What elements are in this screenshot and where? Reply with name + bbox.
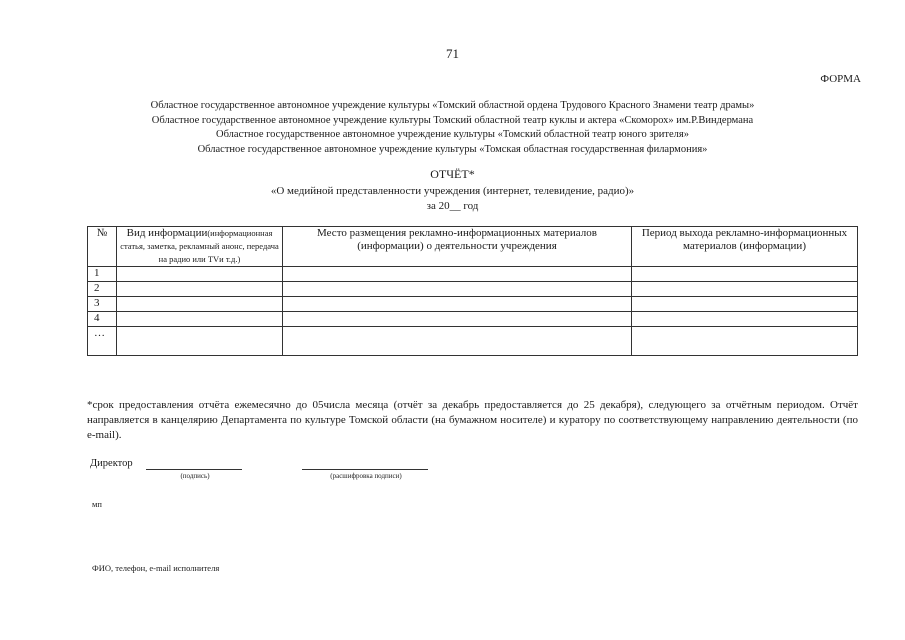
organization-line: Областное государственное автономное учреждение культуры «Томский областной ордена Трудового Красного Знамени театр драмы» [150, 100, 755, 111]
form-label: ФОРМА [820, 73, 861, 85]
table-cell[interactable] [117, 312, 283, 327]
report-year: за 20__ год [426, 200, 479, 212]
signature-caption: (подпись) [180, 472, 210, 480]
row-number: 3 [88, 297, 117, 312]
table-cell[interactable] [283, 267, 632, 282]
table-row [88, 327, 858, 356]
page-number: 71 [446, 46, 459, 61]
table-cell[interactable] [117, 327, 283, 356]
table-cell[interactable] [117, 297, 283, 312]
signature-decode-line [302, 469, 428, 470]
organizations-block [50, 99, 855, 157]
stamp-label: мп [92, 499, 102, 509]
table-cell[interactable] [632, 267, 858, 282]
header-info-type [117, 227, 283, 267]
row-number: 1 [88, 267, 117, 282]
row-number: 4 [88, 312, 117, 327]
report-title: ОТЧЁТ* [430, 167, 475, 181]
director-label: Директор [90, 458, 133, 469]
table-cell[interactable] [283, 297, 632, 312]
header-period: Период выхода рекламно-информационных материалов (информации) [632, 227, 858, 267]
table-cell[interactable] [632, 312, 858, 327]
header-info-type-note: (информационная статья, заметка, рекламный анонс, передача на радио или TVи т.д.) [120, 228, 279, 264]
row-number: 2 [88, 282, 117, 297]
table-cell[interactable] [283, 312, 632, 327]
table-cell[interactable] [117, 267, 283, 282]
report-table [87, 226, 858, 356]
header-number: № [88, 227, 117, 267]
table-row [88, 312, 858, 327]
row-number: … [88, 327, 117, 356]
organization-line: Областное государственное автономное учреждение культуры «Томский областной театр юного зрителя» [216, 129, 689, 140]
report-subtitle: «О медийной представленности учреждения (интернет, телевидение, радио)» [270, 185, 635, 197]
header-info-type-main: Вид информации [126, 227, 208, 239]
signature-line [146, 469, 242, 470]
table-cell[interactable] [632, 327, 858, 356]
organization-line: Областное государственное автономное учреждение культуры «Томская областная государственная филармония» [197, 143, 708, 155]
table-row [88, 282, 858, 297]
organization-line: Областное государственное автономное учреждение культуры Томский областной театр куклы и актера «Скоморох» им.Р.Виндермана [151, 114, 754, 126]
table-header-row [88, 227, 858, 267]
deadline-note: *срок предоставления отчёта ежемесячно до 05числа месяца (отчёт за декабрь предоставляется до 25 декабря), следующего за отчётным периодом. Отчёт направляется в канцелярию Департамента по культуре Томской области (на бумажном носителе) и куратору по соответствующему направлению деятельности (по e-mail). [87, 399, 858, 441]
table-cell[interactable] [117, 282, 283, 297]
table-cell[interactable] [283, 327, 632, 356]
table-row [88, 297, 858, 312]
table-cell[interactable] [283, 282, 632, 297]
executor-label: ФИО, телефон, e-mail исполнителя [92, 563, 220, 573]
table-cell[interactable] [632, 297, 858, 312]
signature-decode-caption: (расшифровка подписи) [330, 472, 402, 480]
table-row [88, 267, 858, 282]
header-placement: Место размещения рекламно-информационных материалов (информации) о деятельности учреждения [283, 227, 632, 267]
table-cell[interactable] [632, 282, 858, 297]
